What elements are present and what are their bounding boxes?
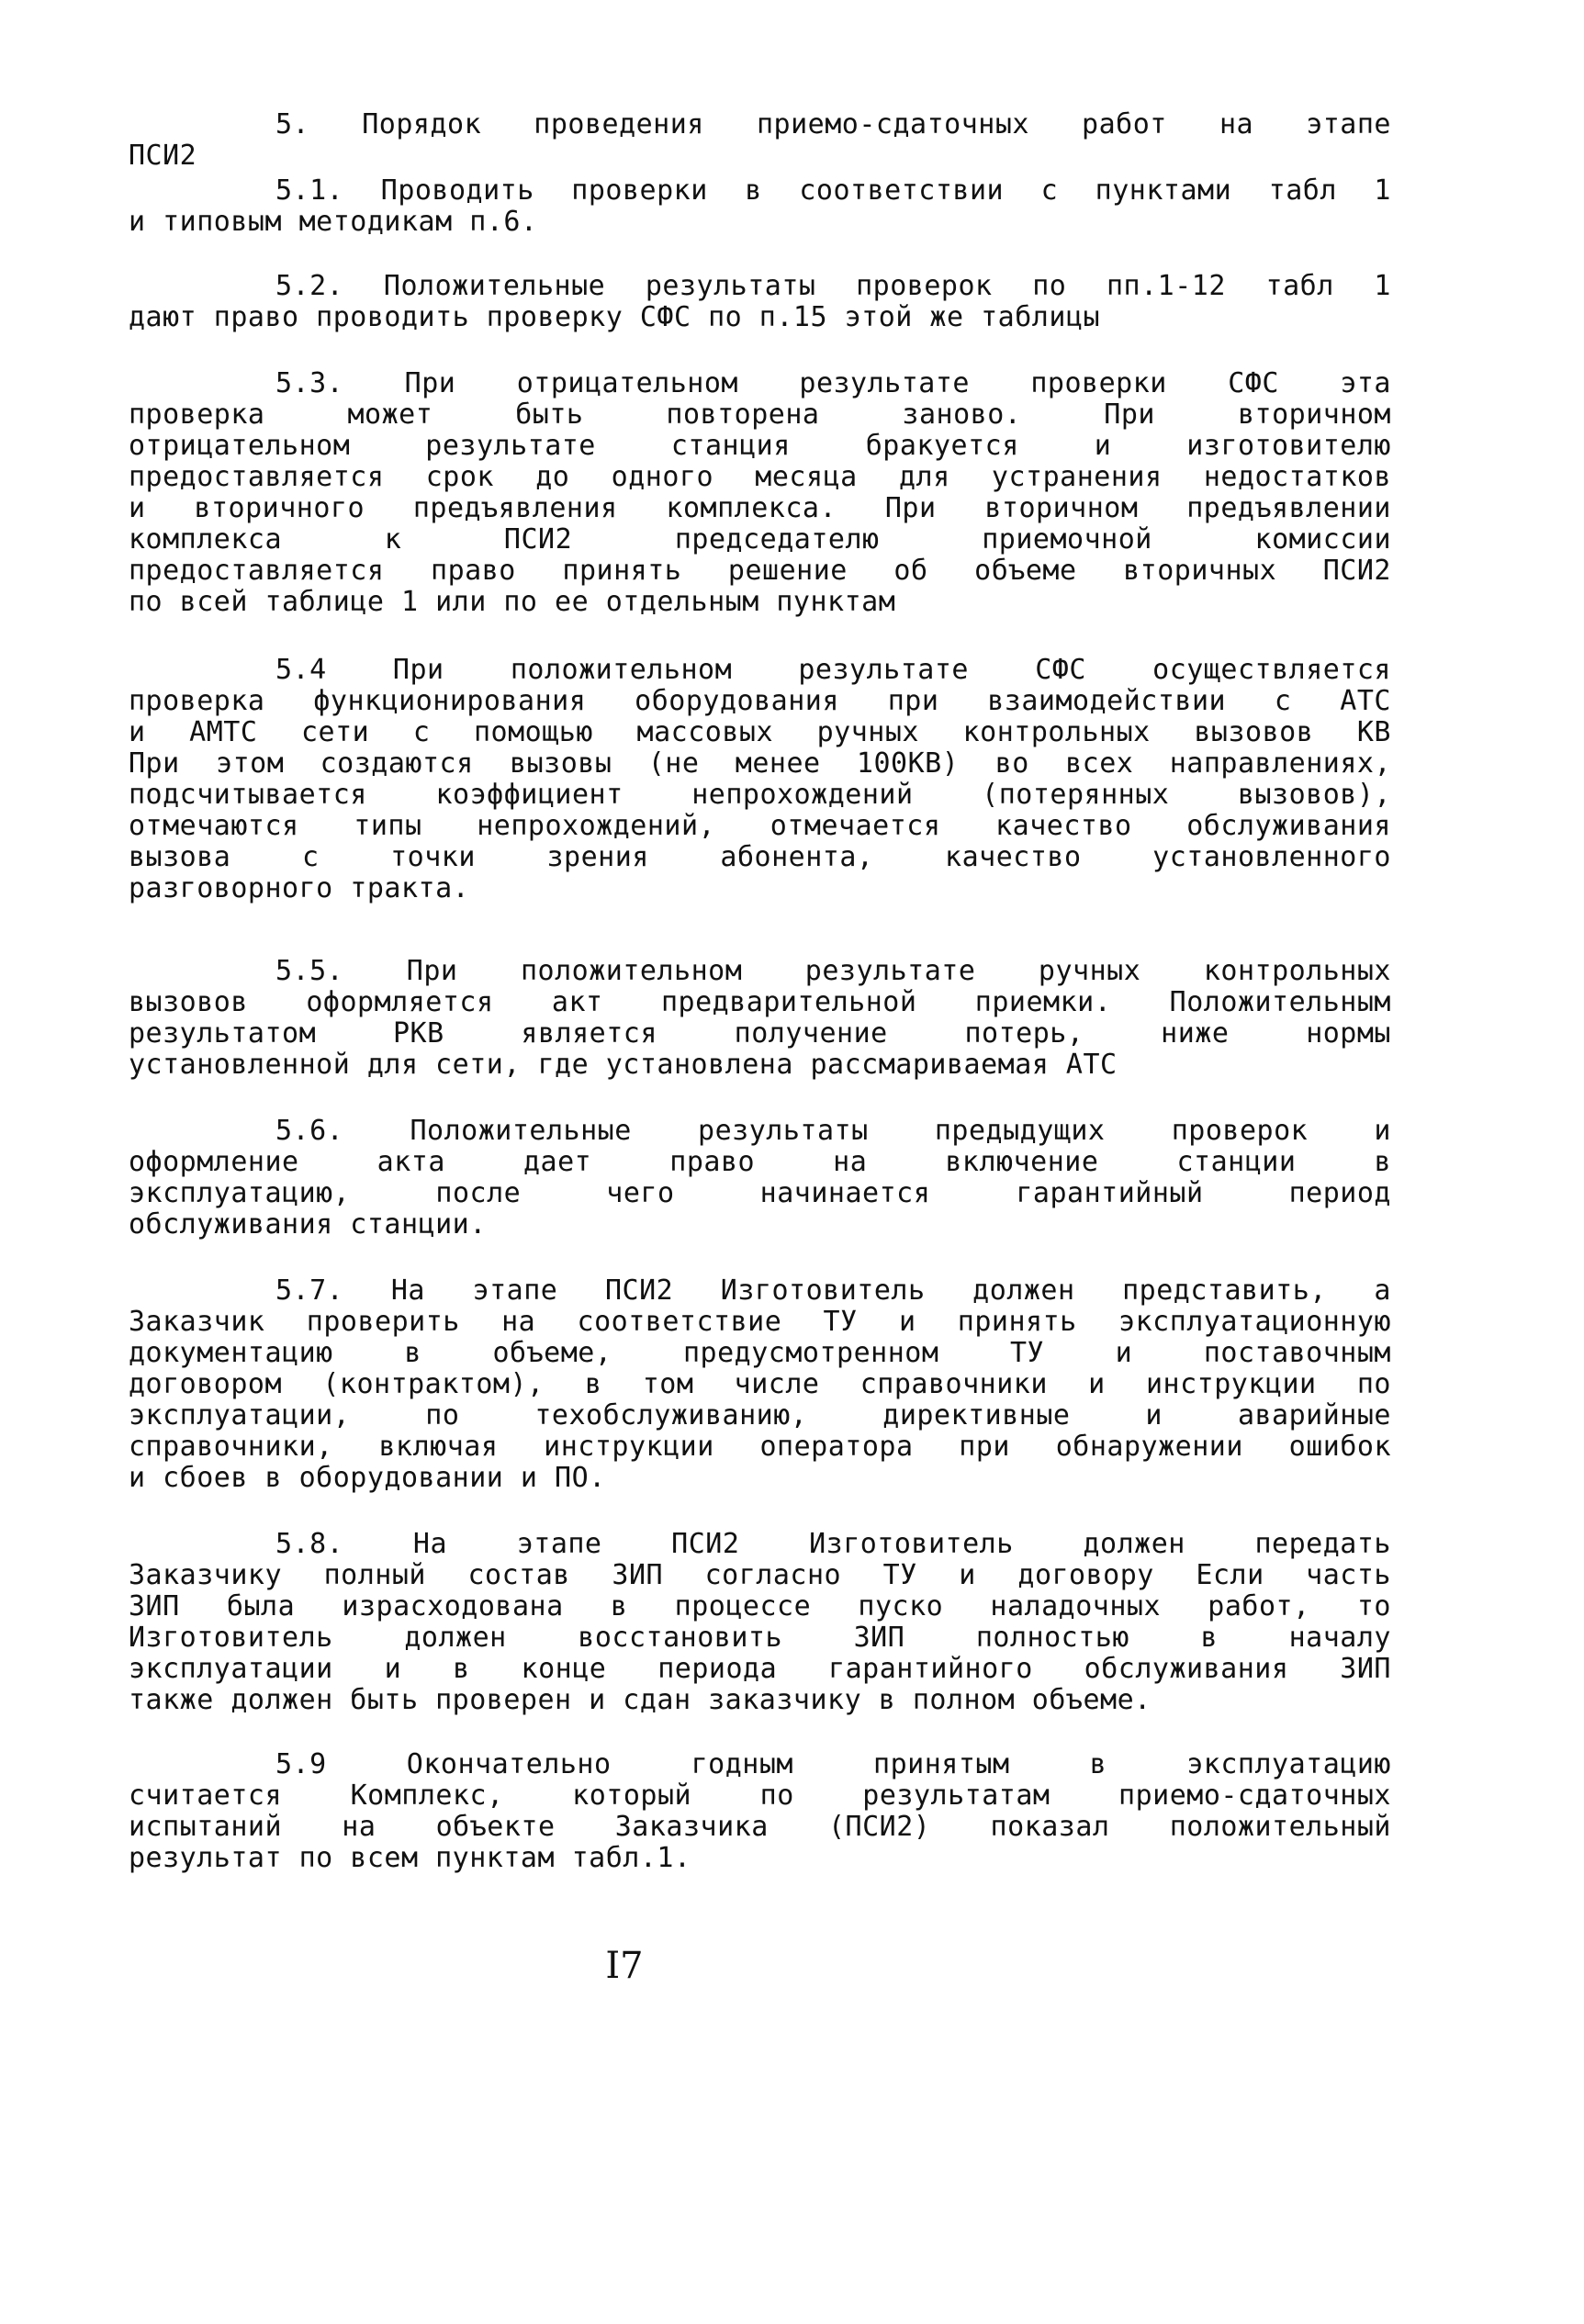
paragraph-5-1-line-1: 5.1. Проводить проверки в соответствии с пунктами табл 1 <box>275 174 1391 207</box>
paragraph-5-9-line-4: результат по всем пунктам табл.1. <box>129 1842 691 1874</box>
paragraph-5-3-line-2: проверка может быть повторена заново. При вторичном <box>129 399 1391 431</box>
paragraph-5-7-line-4: договором (контрактом), в том числе справочники и инструкции по <box>129 1368 1391 1400</box>
section-title-line-1: 5. Порядок проведения приемо-сдаточных работ на этапе <box>275 108 1391 140</box>
paragraph-5-2-line-2: дают право проводить проверку СФС по п.15 этой же таблицы <box>129 301 1101 333</box>
paragraph-5-1-line-2: и типовым методикам п.6. <box>129 206 538 238</box>
paragraph-5-9-line-1: 5.9 Окончательно годным принятым в эксплуатацию <box>275 1748 1391 1780</box>
paragraph-5-8-line-1: 5.8. На этапе ПСИ2 Изготовитель должен передать <box>275 1528 1391 1560</box>
paragraph-5-7-line-7: и сбоев в оборудовании и ПО. <box>129 1462 606 1494</box>
paragraph-5-5-line-2: вызовов оформляется акт предварительной приемки. Положительным <box>129 986 1391 1018</box>
paragraph-5-6-line-3: эксплуатацию, после чего начинается гарантийный период <box>129 1177 1391 1209</box>
page-number: I7 <box>605 1945 644 1987</box>
paragraph-5-2-line-1: 5.2. Положительные результаты проверок по пп.1-12 табл 1 <box>275 270 1391 302</box>
paragraph-5-3-line-6: комплекса к ПСИ2 председателю приемочной комиссии <box>129 523 1391 556</box>
paragraph-5-9-line-2: считается Комплекс, который по результатам приемо-сдаточных <box>129 1779 1391 1812</box>
paragraph-5-3-line-1: 5.3. При отрицательном результате проверки СФС эта <box>275 367 1391 399</box>
paragraph-5-4-line-3: и АМТС сети с помощью массовых ручных контрольных вызовов КВ <box>129 716 1391 748</box>
paragraph-5-3-line-4: предоставляется срок до одного месяца для устранения недостатков <box>129 461 1391 493</box>
paragraph-5-6-line-2: оформление акта дает право на включение станции в <box>129 1146 1391 1178</box>
paragraph-5-8-line-2: Заказчику полный состав ЗИП согласно ТУ и договору Если часть <box>129 1559 1391 1591</box>
paragraph-5-4-line-2: проверка функционирования оборудования при взаимодействии с АТС <box>129 685 1391 717</box>
paragraph-5-3-line-3: отрицательном результате станция бракуется и изготовителю <box>129 430 1391 462</box>
paragraph-5-4-line-7: вызова с точки зрения абонента, качество установленного <box>129 841 1391 873</box>
paragraph-5-7-line-5: эксплуатации, по техобслуживанию, директивные и аварийные <box>129 1399 1391 1431</box>
paragraph-5-5-line-3: результатом РКВ является получение потерь, ниже нормы <box>129 1017 1391 1050</box>
paragraph-5-7-line-3: документацию в объеме, предусмотренном ТУ и поставочным <box>129 1337 1391 1369</box>
paragraph-5-4-line-1: 5.4 При положительном результате СФС осуществляется <box>275 654 1391 686</box>
paragraph-5-5-line-1: 5.5. При положительном результате ручных контрольных <box>275 955 1391 987</box>
paragraph-5-8-line-4: Изготовитель должен восстановить ЗИП полностью в началу <box>129 1622 1391 1654</box>
paragraph-5-4-line-6: отмечаются типы непрохождений, отмечается качество обслуживания <box>129 810 1391 842</box>
paragraph-5-7-line-6: справочники, включая инструкции оператора при обнаружении ошибок <box>129 1431 1391 1463</box>
paragraph-5-7-line-2: Заказчик проверить на соответствие ТУ и принять эксплуатационную <box>129 1306 1391 1338</box>
paragraph-5-8-line-6: также должен быть проверен и сдан заказчику в полном объеме. <box>129 1684 1151 1716</box>
paragraph-5-4-line-5: подсчитывается коэффициент непрохождений (потерянных вызовов), <box>129 779 1391 811</box>
paragraph-5-9-line-3: испытаний на объекте Заказчика (ПСИ2) показал положительный <box>129 1811 1391 1843</box>
paragraph-5-6-line-4: обслуживания станции. <box>129 1208 487 1241</box>
paragraph-5-3-line-7: предоставляется право принять решение об объеме вторичных ПСИ2 <box>129 555 1391 587</box>
section-title-line-2: ПСИ2 <box>129 140 197 172</box>
paragraph-5-8-line-3: ЗИП была израсходована в процессе пуско наладочных работ, то <box>129 1590 1391 1622</box>
paragraph-5-5-line-4: установленной для сети, где установлена рассмариваемая АТС <box>129 1049 1118 1081</box>
paragraph-5-8-line-5: эксплуатации и в конце периода гарантийного обслуживания ЗИП <box>129 1653 1391 1685</box>
paragraph-5-4-line-8: разговорного тракта. <box>129 872 470 904</box>
paragraph-5-3-line-5: и вторичного предъявления комплекса. При вторичном предъявлении <box>129 492 1391 524</box>
paragraph-5-6-line-1: 5.6. Положительные результаты предыдущих проверок и <box>275 1115 1391 1147</box>
paragraph-5-4-line-4: При этом создаются вызовы (не менее 100КВ) во всех направлениях, <box>129 747 1391 780</box>
paragraph-5-7-line-1: 5.7. На этапе ПСИ2 Изготовитель должен представить, а <box>275 1274 1391 1307</box>
paragraph-5-3-line-8: по всей таблице 1 или по ее отдельным пунктам <box>129 586 896 618</box>
